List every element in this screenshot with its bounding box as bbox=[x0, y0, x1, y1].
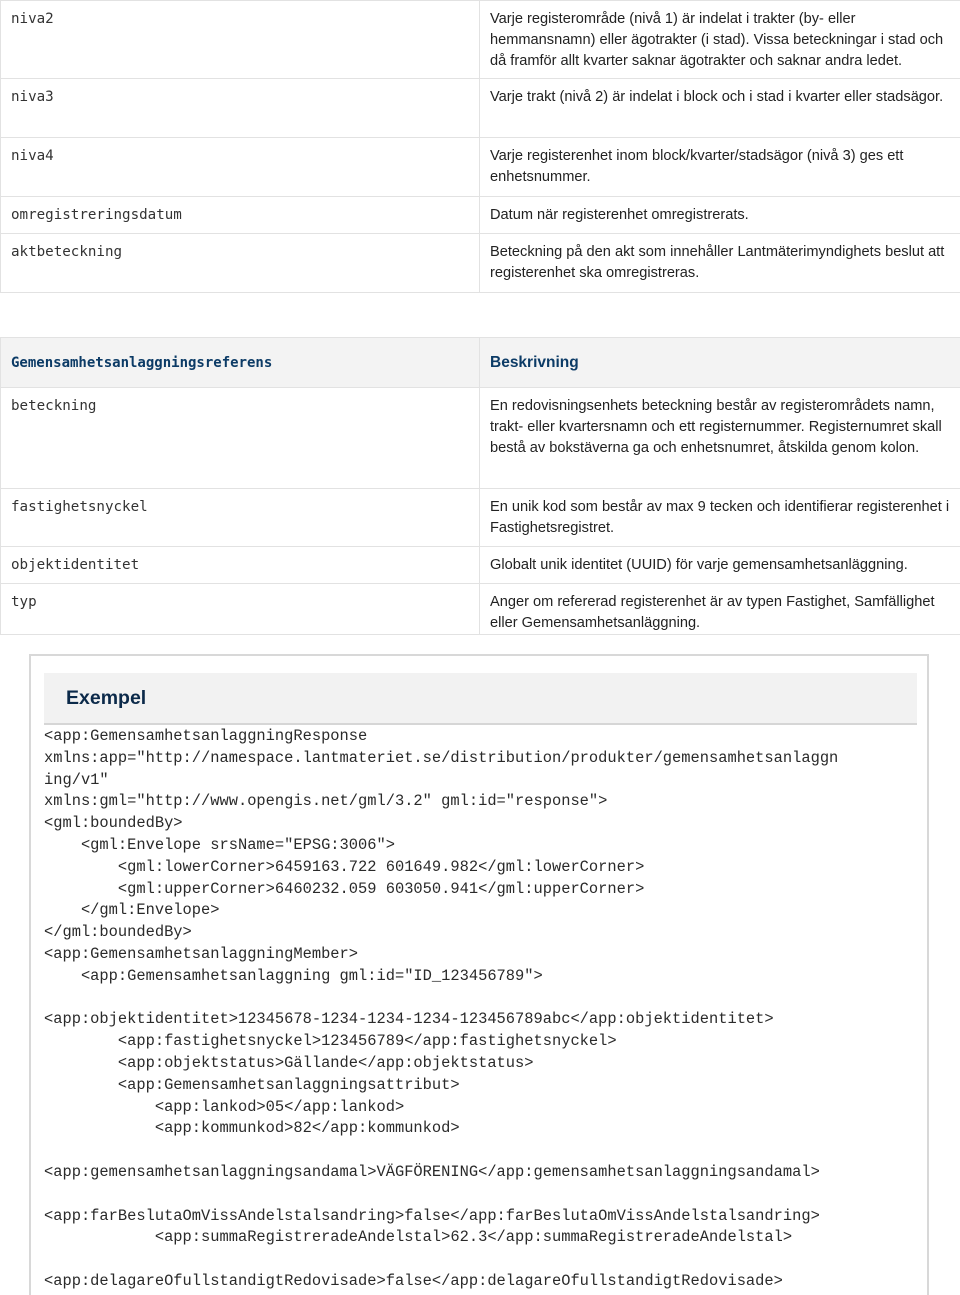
table-header-row bbox=[1, 338, 960, 388]
attribute-description: Globalt unik identitet (UUID) för varje gemensamhetsanläggning. bbox=[480, 547, 960, 584]
example-code-block: <app:GemensamhetsanlaggningResponse xmlns:app="http://namespace.lantmateriet.se/distribution/produkter/gemensamhetsanlaggn ing/v1" xmlns:gml="http://www.opengis.net/gml/3.2" gml:id="response"> <gml:boundedBy> <gml:Envelope srsName="EPSG:3006"> <gml:lowerCorner>6459163.722 601649.982</gml:lowerCorner> <gml:upperCorner>6460232.059 603050.941</gml:upperCorner> </gml:Envelope> </gml:boundedBy> <app:GemensamhetsanlaggningMember> <app:Gemensamhetsanlaggning gml:id="ID_123456789"> <app:objektidentitet>12345678-1234-1234-1234-123456789abc</app:objektidentitet> <app:fastighetsnyckel>123456789</app:fastighetsnyckel> <app:objektstatus>Gällande</app:objektstatus> <app:Gemensamhetsanlaggningsattribut> <app:lankod>05</app:lankod> <app:kommunkod>82</app:kommunkod> <app:gemensamhetsanlaggningsandamal>VÄGFÖRENING</app:gemensamhetsanlaggningsandamal> <app:farBeslutaOmVissAndelstalsandring>false</app:farBeslutaOmVissAndelstalsandring> <app:summaRegistreradeAndelstal>62.3</app:summaRegistreradeAndelstal> <app:delagareOfullstandigtRedovisade>false</app:delagareOfullstandigtRedovisade> bbox=[44, 727, 839, 1290]
attribute-name: objektidentitet bbox=[1, 547, 480, 584]
attribute-description: Beteckning på den akt som innehåller Lantmäterimyndighets beslut att registerenhet ska omregistreras. bbox=[480, 234, 960, 293]
attribute-table-niva bbox=[0, 0, 960, 293]
attribute-description: Anger om refererad registerenhet är av typen Fastighet, Samfällighet eller Gemensamhetsanläggning. bbox=[480, 584, 960, 635]
table-row bbox=[1, 489, 960, 547]
attribute-table-referens bbox=[0, 337, 960, 635]
table-row bbox=[1, 1, 960, 79]
table-header-description: Beskrivning bbox=[480, 338, 960, 388]
attribute-description: Varje registerenhet inom block/kvarter/stadsägor (nivå 3) ges ett enhetsnummer. bbox=[480, 138, 960, 197]
attribute-name: niva3 bbox=[1, 79, 480, 138]
table-row bbox=[1, 547, 960, 584]
attribute-name: fastighetsnyckel bbox=[1, 489, 480, 547]
example-title: Exempel bbox=[66, 687, 147, 709]
attribute-description: Varje registerområde (nivå 1) är indelat i trakter (by- eller hemmansnamn) eller ägotrakter (i stad). Vissa beteckningar i stad och då framför allt kvarter saknar ägotrakter och saknar andra ledet. bbox=[480, 1, 960, 79]
attribute-name: omregistreringsdatum bbox=[1, 197, 480, 234]
table-row bbox=[1, 388, 960, 489]
example-box bbox=[29, 654, 929, 1295]
table-row bbox=[1, 584, 960, 635]
attribute-description: Varje trakt (nivå 2) är indelat i block och i stad i kvarter eller stadsägor. bbox=[480, 79, 960, 138]
attribute-name: niva4 bbox=[1, 138, 480, 197]
attribute-description: Datum när registerenhet omregistrerats. bbox=[480, 197, 960, 234]
table-header-name: Gemensamhetsanlaggningsreferens bbox=[1, 338, 480, 388]
table-row bbox=[1, 197, 960, 234]
table-row bbox=[1, 138, 960, 197]
attribute-name: typ bbox=[1, 584, 480, 635]
table-row bbox=[1, 79, 960, 138]
attribute-name: niva2 bbox=[1, 1, 480, 79]
example-header bbox=[44, 673, 917, 725]
attribute-name: beteckning bbox=[1, 388, 480, 489]
table-row bbox=[1, 234, 960, 293]
attribute-description: En unik kod som består av max 9 tecken och identifierar registerenhet i Fastighetsregistret. bbox=[480, 489, 960, 547]
attribute-description: En redovisningsenhets beteckning består av registerområdets namn, trakt- eller kvartersnamn och ett registernummer. Registernumret skall bestå av bokstäverna ga och enhetsnumret, åtskilda genom kolon. bbox=[480, 388, 960, 489]
attribute-name: aktbeteckning bbox=[1, 234, 480, 293]
